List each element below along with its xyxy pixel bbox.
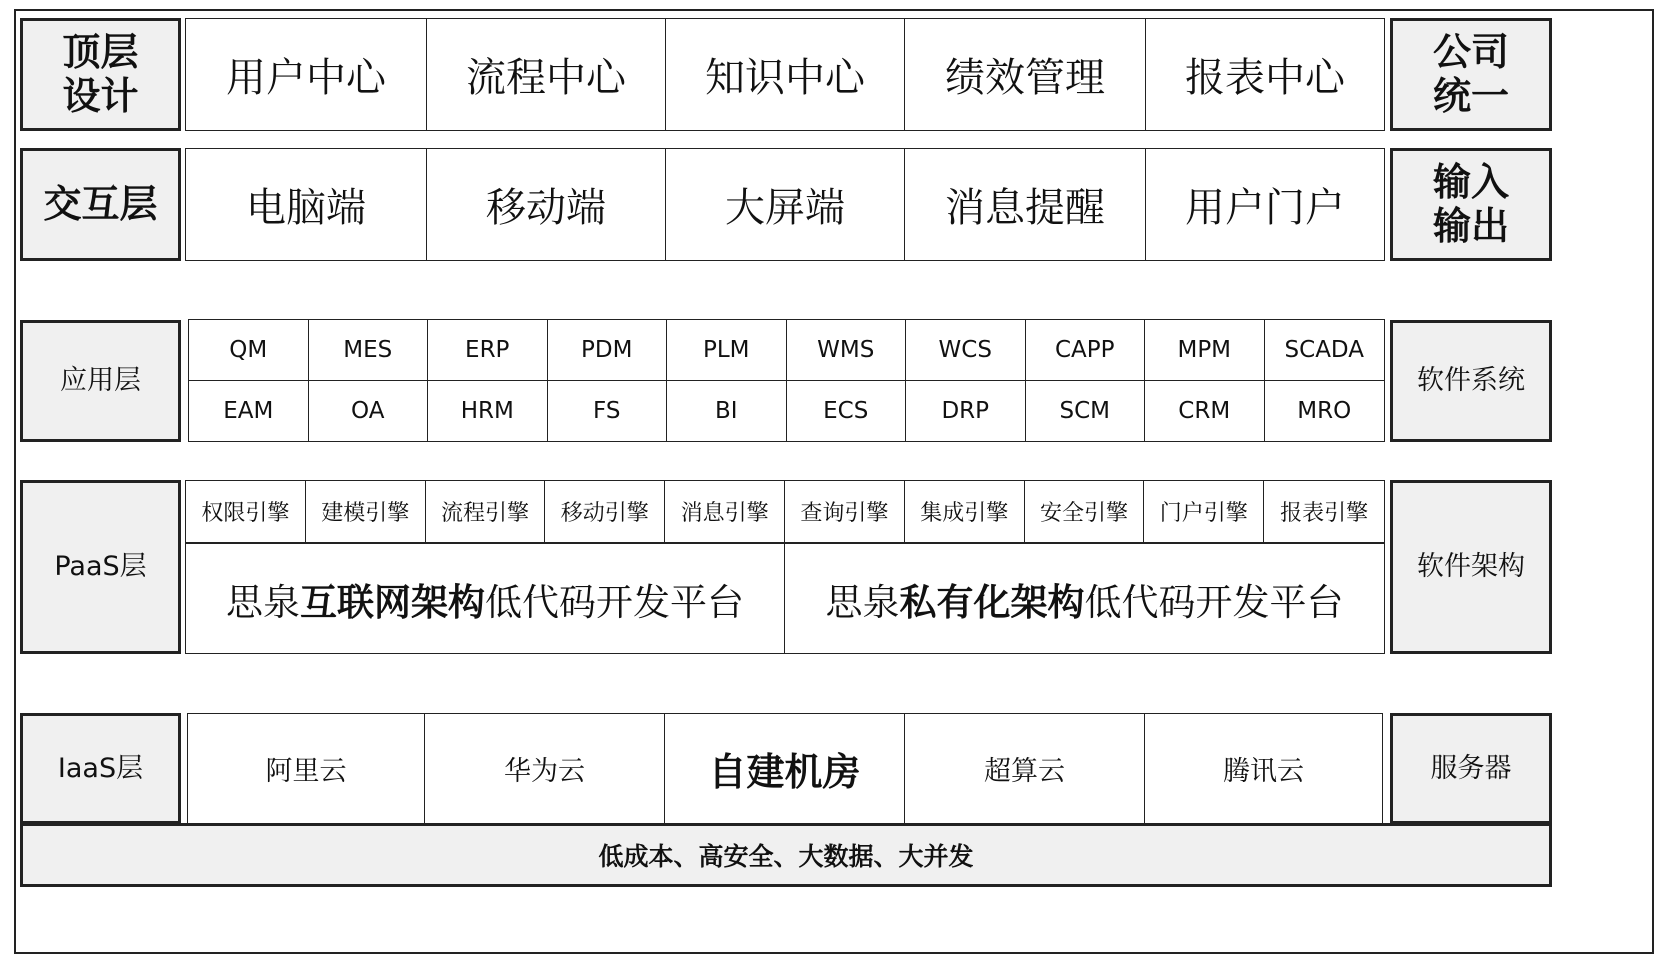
top-layer-right-label: 公司 统一	[1390, 18, 1552, 131]
interaction-layer-right-label: 输入 输出	[1390, 148, 1552, 261]
iaas-item-aliyun: 阿里云	[188, 714, 425, 823]
app-item: WCS	[906, 320, 1026, 381]
platform-private	[785, 544, 1384, 653]
app-item: ERP	[428, 320, 548, 381]
iaas-layer-items	[187, 713, 1383, 824]
engine-item: 移动引擎	[545, 481, 665, 543]
app-item: FS	[548, 381, 668, 442]
top-item-performance: 绩效管理	[905, 19, 1146, 130]
top-layer-items	[185, 18, 1385, 131]
engine-item: 权限引擎	[186, 481, 306, 543]
footer-banner: 低成本、高安全、大数据、大并发	[20, 823, 1552, 887]
interaction-item-mobile: 移动端	[427, 149, 666, 260]
top-layer-label: 顶层 设计	[20, 18, 181, 131]
platform-prefix: 思泉	[226, 580, 300, 624]
top-item-report-center: 报表中心	[1185, 55, 1345, 101]
application-layer-label: 应用层	[20, 320, 181, 442]
engine-item: 集成引擎	[905, 481, 1025, 543]
app-item: PLM	[667, 320, 787, 381]
interaction-layer-label: 交互层	[20, 148, 181, 261]
app-item: CRM	[1145, 381, 1265, 442]
app-item: MPM	[1145, 320, 1265, 381]
platform-internet	[186, 544, 785, 653]
app-item: WMS	[787, 320, 907, 381]
app-item: DRP	[906, 381, 1026, 442]
paas-layer-label: PaaS层	[20, 480, 181, 654]
app-item: PDM	[548, 320, 668, 381]
interaction-item-message: 消息提醒	[905, 149, 1146, 260]
application-layer-right-label: 软件系统	[1390, 320, 1552, 442]
platform-suffix: 低代码开发平台	[485, 580, 744, 624]
app-item: SCM	[1026, 381, 1146, 442]
paas-layer-right-label: 软件架构	[1390, 480, 1552, 654]
top-item-knowledge-center: 知识中心	[666, 19, 905, 130]
platform-prefix: 思泉	[825, 580, 900, 624]
app-item: HRM	[428, 381, 548, 442]
app-item: BI	[667, 381, 787, 442]
app-item: EAM	[189, 381, 309, 442]
platform-bold: 私有化架构	[899, 580, 1085, 624]
interaction-item-portal: 用户门户	[1185, 185, 1345, 231]
iaas-item-self-built: 自建机房	[665, 714, 905, 823]
interaction-item-bigscreen: 大屏端	[666, 149, 905, 260]
interaction-item-pc: 电脑端	[186, 149, 427, 260]
top-item-user-center: 用户中心	[186, 19, 427, 130]
app-item: MES	[309, 320, 429, 381]
platform-suffix: 低代码开发平台	[1084, 580, 1344, 624]
app-item: ECS	[787, 381, 907, 442]
iaas-layer-label: IaaS层	[20, 713, 181, 824]
app-item: SCADA	[1265, 320, 1385, 381]
engine-item: 查询引擎	[785, 481, 905, 543]
app-item: OA	[309, 381, 429, 442]
engine-item: 建模引擎	[306, 481, 426, 543]
engine-item: 消息引擎	[665, 481, 785, 543]
interaction-layer-items	[185, 148, 1385, 261]
iaas-item-supercomputing: 超算云	[905, 714, 1145, 823]
app-item: QM	[189, 320, 309, 381]
engine-item: 流程引擎	[426, 481, 546, 543]
paas-engine-grid	[185, 480, 1385, 543]
iaas-item-tencent: 腾讯云	[1223, 756, 1304, 787]
engine-item: 安全引擎	[1025, 481, 1145, 543]
engine-item: 门户引擎	[1144, 481, 1264, 543]
paas-platform-grid	[185, 543, 1385, 654]
app-item: MRO	[1297, 397, 1352, 424]
engine-item: 报表引擎	[1264, 481, 1384, 543]
iaas-item-huawei: 华为云	[425, 714, 665, 823]
platform-bold: 互联网架构	[300, 580, 485, 624]
application-layer-grid	[188, 319, 1385, 442]
app-item: CAPP	[1026, 320, 1146, 381]
top-item-process-center: 流程中心	[427, 19, 666, 130]
iaas-layer-right-label: 服务器	[1390, 713, 1552, 824]
